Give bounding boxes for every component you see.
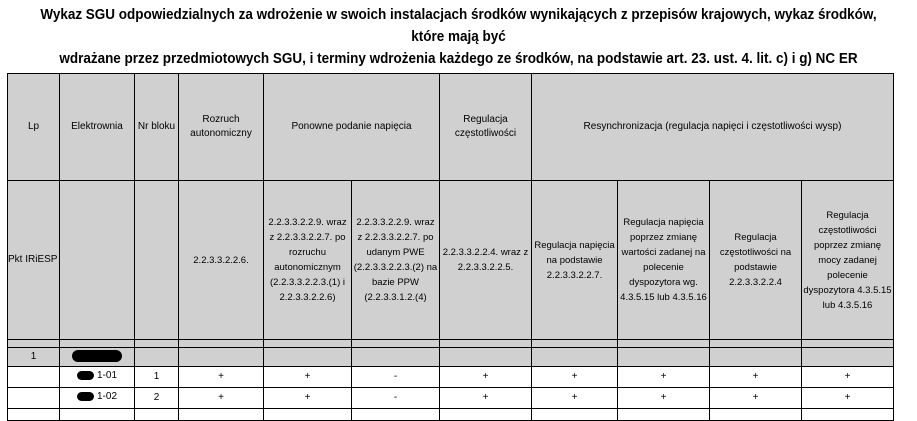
subheader-empty-2 xyxy=(135,181,179,340)
header-regulacja: Regulacja częstotliwości xyxy=(440,74,532,181)
group-lp: 1 xyxy=(8,348,60,367)
title-line-2: wdrażane przez przedmiotowych SGU, i terminy wdrożenia każdego ze środków, na podstawie art. 23. ust. 4. lit. c) i g) NC ER xyxy=(59,51,858,67)
unit-cell xyxy=(60,388,135,409)
group-row xyxy=(8,348,894,367)
unit-cell xyxy=(60,367,135,388)
value-cell: - xyxy=(352,388,440,409)
subheader-ponowne-1: 2.2.3.3.2.2.9. wraz z 2.2.3.3.2.2.7. po rozruchu autonomicznym (2.2.3.3.2.2.3.(1) i 2.2.3.3.2.2.6) xyxy=(264,181,352,340)
table-row xyxy=(8,367,894,388)
page-title xyxy=(32,4,885,70)
table-row xyxy=(8,388,894,409)
table-row-partial xyxy=(8,409,894,421)
header-elektrownia: Elektrownia xyxy=(60,74,135,181)
sgu-table xyxy=(7,73,894,421)
spacer-row xyxy=(8,340,894,348)
value-cell: + xyxy=(710,388,802,409)
subheader-rozruch-ref: 2.2.3.3.2.2.6. xyxy=(179,181,264,340)
title-line-1: Wykaz SGU odpowiedzialnych za wdrożenie w swoich instalacjach środków wynikających z przepisów krajowych, wykaz środków, które mają być xyxy=(40,7,877,45)
value-cell: + xyxy=(264,388,352,409)
unit-label: 1-02 xyxy=(96,390,117,402)
value-cell: + xyxy=(264,367,352,388)
header-resynch: Resynchronizacja (regulacja napięci i częstotliwości wysp) xyxy=(532,74,894,181)
redacted-unit-prefix xyxy=(77,392,94,401)
subheader-resynch-1: Regulacja napięcia na podstawie 2.2.3.3.2.2.7. xyxy=(532,181,618,340)
value-cell: + xyxy=(440,388,532,409)
subheader-row xyxy=(8,181,894,340)
value-cell: + xyxy=(532,367,618,388)
subheader-ponowne-2: 2.2.3.3.2.2.9. wraz z 2.2.3.3.2.2.7. po udanym PWE (2.2.3.3.2.2.3.(2) na bazie PPW (2.2.3.3.1.2.(4) xyxy=(352,181,440,340)
redacted-unit-prefix xyxy=(77,371,94,380)
block-number: 2 xyxy=(135,388,179,409)
header-nr-bloku: Nr bloku xyxy=(135,74,179,181)
subheader-regulacja-ref: 2.2.3.3.2.2.4. wraz z 2.2.3.3.2.2.5. xyxy=(440,181,532,340)
value-cell: + xyxy=(618,367,710,388)
group-plant-name xyxy=(60,348,135,367)
header-rozruch: Rozruch autonomiczny xyxy=(179,74,264,181)
value-cell: + xyxy=(440,367,532,388)
block-number: 1 xyxy=(135,367,179,388)
subheader-empty-1 xyxy=(60,181,135,340)
subheader-resynch-3: Regulacja częstotliwości na podstawie 2.2.3.3.2.2.4 xyxy=(710,181,802,340)
header-lp: Lp xyxy=(8,74,60,181)
subheader-resynch-4: Regulacja częstotliwości poprzez zmianę mocy zadanej polecenie dyspozytora 4.3.5.15 lub 4.3.5.16 xyxy=(802,181,894,340)
subheader-resynch-2: Regulacja napięcia poprzez zmianę wartości zadanej na polecenie dyspozytora wg. 4.3.5.15 lub 4.3.5.16 xyxy=(618,181,710,340)
value-cell: + xyxy=(179,388,264,409)
header-row xyxy=(8,74,894,181)
value-cell: + xyxy=(179,367,264,388)
value-cell: + xyxy=(618,388,710,409)
value-cell: - xyxy=(352,367,440,388)
value-cell: + xyxy=(802,367,894,388)
value-cell: + xyxy=(802,388,894,409)
redacted-plant-name xyxy=(72,350,122,362)
value-cell: + xyxy=(532,388,618,409)
subheader-pkt: Pkt IRiESP xyxy=(8,181,60,340)
unit-label: 1-01 xyxy=(96,369,117,381)
header-ponowne: Ponowne podanie napięcia xyxy=(264,74,440,181)
value-cell: + xyxy=(710,367,802,388)
